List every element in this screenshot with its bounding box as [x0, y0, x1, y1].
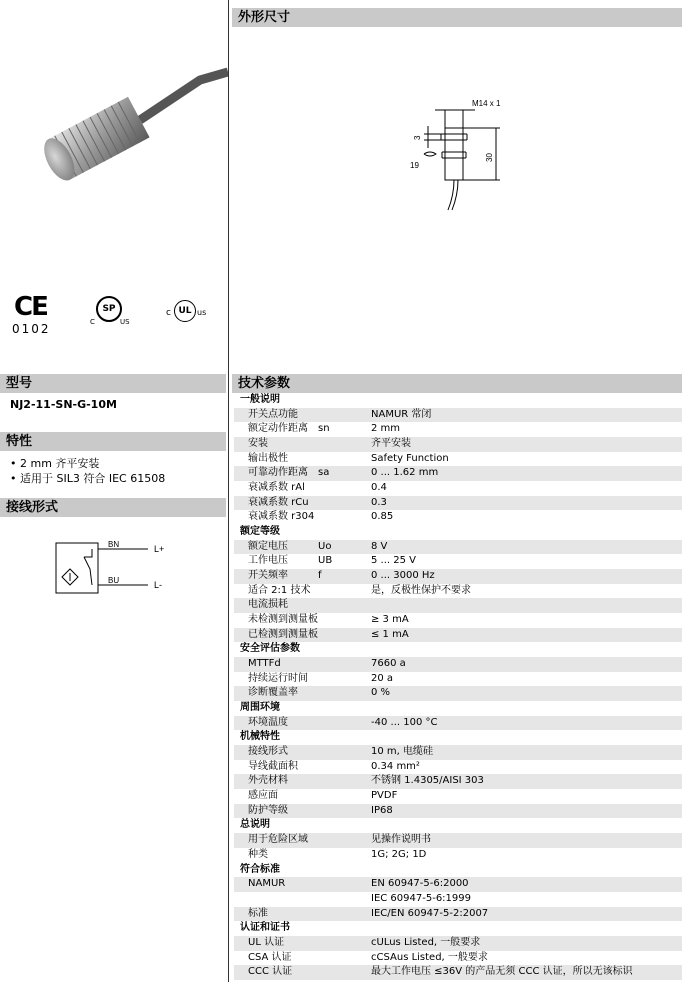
- spec-label: 用于危险区域: [248, 834, 308, 846]
- spec-row: [234, 774, 682, 789]
- spec-label: 感应面: [248, 790, 278, 802]
- spec-row: [234, 422, 682, 437]
- spec-row: [234, 584, 682, 599]
- ul-c-label: c: [166, 308, 171, 318]
- spec-label: 环境温度: [248, 716, 288, 728]
- spec-value: ≥ 3 mA: [371, 614, 409, 626]
- spec-value: IP68: [371, 804, 393, 816]
- spec-section-label: 安全评估参数: [240, 643, 300, 655]
- spec-section-label: 符合标准: [240, 863, 280, 875]
- csa-c-label: C: [90, 318, 95, 326]
- spec-value: NAMUR 常闭: [371, 408, 432, 420]
- spec-label: 电流损耗: [248, 599, 288, 611]
- dim-3-label: 3: [413, 135, 422, 140]
- spec-section-header: [234, 863, 682, 878]
- spec-value: IEC 60947-5-6:1999: [371, 892, 471, 904]
- spec-section-header: [234, 921, 682, 936]
- spec-symbol: Uo: [318, 540, 332, 552]
- spec-value: 8 V: [371, 540, 388, 552]
- spec-row: [234, 408, 682, 423]
- dimension-drawing: [400, 90, 530, 220]
- dim-19-label: 19: [410, 161, 419, 170]
- certification-logos: [8, 290, 223, 340]
- spec-value: EN 60947-5-6:2000: [371, 878, 469, 890]
- spec-section-label: 额定等级: [240, 526, 280, 538]
- spec-label: 外壳材料: [248, 775, 288, 787]
- spec-section-header: [234, 701, 682, 716]
- spec-label: 未检测到测量板: [248, 614, 318, 626]
- spec-value: -40 ... 100 °C: [371, 716, 438, 728]
- spec-row: [234, 833, 682, 848]
- spec-row: [234, 510, 682, 525]
- spec-label: 适合 2:1 技术: [248, 584, 311, 596]
- spec-label: UL 认证: [248, 936, 285, 948]
- spec-row: [234, 613, 682, 628]
- spec-row: [234, 496, 682, 511]
- spec-row: [234, 936, 682, 951]
- spec-value: cCSAus Listed, 一般要求: [371, 951, 488, 963]
- specs-table: [234, 393, 682, 980]
- model-header: 型号: [0, 374, 226, 393]
- spec-row: [234, 951, 682, 966]
- spec-value: 齐平安装: [371, 438, 411, 450]
- spec-row: [234, 540, 682, 555]
- spec-row: [234, 789, 682, 804]
- spec-row: [234, 804, 682, 819]
- ul-mark-icon: UL: [174, 300, 196, 322]
- spec-section-header: [234, 393, 682, 408]
- spec-value: 0 ... 1.62 mm: [371, 467, 439, 479]
- dimensions-header: 外形尺寸: [232, 8, 682, 27]
- spec-section-header: [234, 642, 682, 657]
- spec-section-label: 周围环境: [240, 702, 280, 714]
- feature-item: • 2 mm 齐平安装: [10, 456, 165, 471]
- spec-row: [234, 848, 682, 863]
- spec-value: 0.3: [371, 496, 387, 508]
- wire-bu-label: BU: [108, 576, 120, 585]
- spec-row: [234, 716, 682, 731]
- spec-value: 最大工作电压 ≤36V 的产品无须 CCC 认证，所以无该标识: [371, 966, 633, 978]
- spec-row: [234, 554, 682, 569]
- spec-row: [234, 657, 682, 672]
- spec-value: 0.85: [371, 511, 394, 523]
- spec-value: 是，反极性保护不要求: [371, 584, 471, 596]
- spec-label: 衰减系数 rAl: [248, 482, 305, 494]
- spec-row: [234, 892, 682, 907]
- spec-label: 安装: [248, 438, 268, 450]
- spec-label: 防护等级: [248, 804, 288, 816]
- spec-row: [234, 965, 682, 980]
- spec-row: [234, 628, 682, 643]
- spec-value: ≤ 1 mA: [371, 628, 409, 640]
- spec-symbol: f: [318, 570, 322, 582]
- spec-row: [234, 760, 682, 775]
- spec-section-label: 机械特性: [240, 731, 280, 743]
- spec-value: 不锈钢 1.4305/AISI 303: [371, 775, 484, 787]
- wiring-diagram: [48, 535, 198, 605]
- spec-section-header: [234, 730, 682, 745]
- spec-label: 额定电压: [248, 540, 288, 552]
- spec-label: 标准: [248, 907, 268, 919]
- feature-item: • 适用于 SIL3 符合 IEC 61508: [10, 471, 165, 486]
- spec-value: 10 m, 电缆硅: [371, 746, 434, 758]
- wiring-header: 接线形式: [0, 498, 226, 517]
- spec-value: cULus Listed, 一般要求: [371, 936, 481, 948]
- spec-section-label: 认证和证书: [240, 922, 290, 934]
- spec-value: 0 %: [371, 687, 391, 699]
- spec-row: [234, 481, 682, 496]
- spec-value: 1G; 2G; 1D: [371, 848, 427, 860]
- spec-row: [234, 745, 682, 760]
- spec-label: CCC 认证: [248, 966, 293, 978]
- spec-symbol: UB: [318, 555, 333, 567]
- product-image: [0, 0, 228, 260]
- spec-symbol: sn: [318, 423, 330, 435]
- model-number: NJ2-11-SN-G-10M: [10, 398, 117, 411]
- spec-label: 持续运行时间: [248, 672, 308, 684]
- spec-row: [234, 686, 682, 701]
- spec-value: 7660 a: [371, 658, 406, 670]
- spec-value: Safety Function: [371, 452, 449, 464]
- spec-value: 0.34 mm²: [371, 760, 420, 772]
- ce-mark-icon: CE: [14, 292, 47, 322]
- spec-label: 输出极性: [248, 452, 288, 464]
- spec-label: 额定动作距离: [248, 423, 308, 435]
- spec-section-header: [234, 525, 682, 540]
- ce-notified-body-number: 0102: [12, 322, 51, 336]
- spec-label: 衰减系数 rCu: [248, 496, 309, 508]
- csa-us-label: US: [120, 318, 130, 326]
- spec-label: 导线截面积: [248, 760, 298, 772]
- spec-label: 工作电压: [248, 555, 288, 567]
- spec-label: 接线形式: [248, 746, 288, 758]
- specs-header: 技术参数: [232, 374, 682, 393]
- spec-section-label: 一般说明: [240, 394, 280, 405]
- spec-label: 开关点功能: [248, 408, 298, 420]
- spec-row: [234, 672, 682, 687]
- column-divider: [228, 0, 229, 982]
- spec-label: MTTFd: [248, 658, 281, 670]
- csa-mark-icon: SP: [96, 296, 122, 322]
- spec-row: [234, 598, 682, 613]
- spec-label: NAMUR: [248, 878, 286, 890]
- spec-value: 见操作说明书: [371, 834, 431, 846]
- spec-value: IEC/EN 60947-5-2:2007: [371, 907, 489, 919]
- dim-30-label: 30: [485, 153, 494, 162]
- dim-thread-label: M14 x 1: [472, 99, 501, 108]
- spec-value: 0.4: [371, 482, 387, 494]
- spec-label: 开关频率: [248, 570, 288, 582]
- spec-row: [234, 437, 682, 452]
- features-header: 特性: [0, 432, 226, 451]
- wire-bn-label: BN: [108, 540, 120, 549]
- spec-value: 0 ... 3000 Hz: [371, 570, 435, 582]
- spec-label: 已检测到测量板: [248, 628, 318, 640]
- spec-value: 5 ... 25 V: [371, 555, 416, 567]
- spec-value: PVDF: [371, 790, 398, 802]
- spec-row: [234, 569, 682, 584]
- spec-label: 诊断覆盖率: [248, 687, 298, 699]
- spec-section-label: 总说明: [240, 819, 270, 831]
- spec-label: 衰减系数 r304: [248, 511, 315, 523]
- spec-row: [234, 452, 682, 467]
- spec-label: 可靠动作距离: [248, 467, 308, 479]
- spec-row: [234, 907, 682, 922]
- wire-lplus-label: L+: [154, 544, 165, 554]
- spec-label: 种类: [248, 848, 268, 860]
- wire-lminus-label: L-: [154, 580, 163, 590]
- spec-symbol: sa: [318, 467, 330, 479]
- spec-section-header: [234, 818, 682, 833]
- features-list: [10, 456, 165, 486]
- spec-row: [234, 466, 682, 481]
- spec-value: 20 a: [371, 672, 394, 684]
- ul-us-label: us: [197, 308, 207, 317]
- spec-value: 2 mm: [371, 423, 401, 435]
- spec-row: [234, 877, 682, 892]
- spec-label: CSA 认证: [248, 951, 292, 963]
